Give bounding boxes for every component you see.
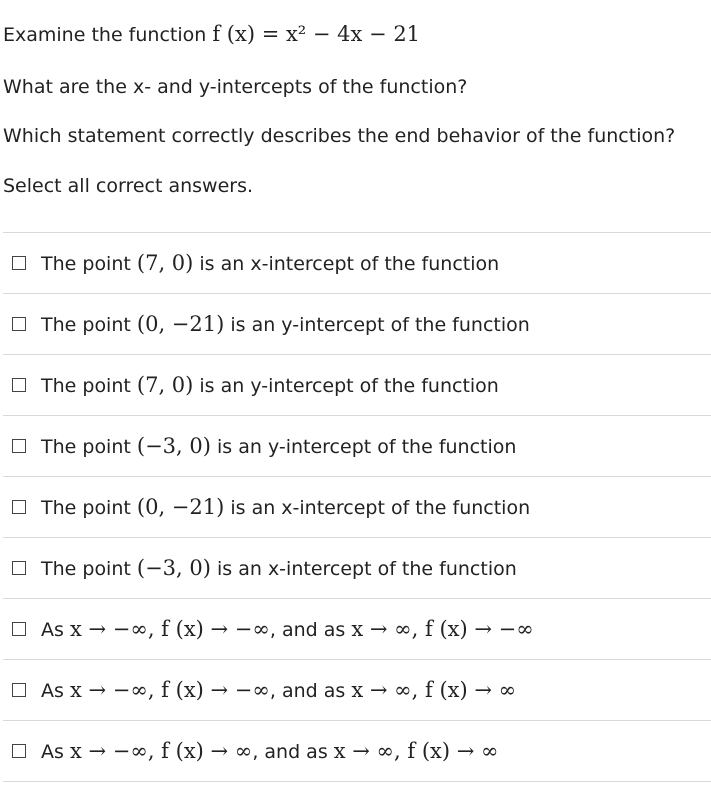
question-intro [3, 22, 420, 47]
checkbox[interactable] [12, 744, 26, 758]
checkbox[interactable] [12, 378, 26, 392]
option-3[interactable] [3, 355, 711, 416]
instructions: Select all correct answers. [3, 175, 254, 197]
option-label [41, 556, 517, 580]
option-5[interactable] [3, 477, 711, 538]
option-math: (7, 0) [136, 373, 194, 397]
intercepts-question: What are the x- and y-intercepts of the function? [3, 76, 468, 98]
option-math: (−3, 0) [136, 434, 211, 458]
intro-text: Examine the function [3, 24, 207, 46]
option-math: (7, 0) [136, 251, 194, 275]
end-behavior-question: Which statement correctly describes the end behavior of the function? [3, 125, 676, 147]
option-prefix: The point [41, 375, 131, 397]
option-math: x → −∞, f (x) → −∞ [69, 678, 270, 702]
option-mid: , and as [269, 619, 346, 641]
checkbox[interactable] [12, 561, 26, 575]
option-mid: , and as [252, 741, 328, 763]
option-math: x → −∞, f (x) → −∞ [69, 617, 270, 641]
option-math-2: x → ∞, f (x) → −∞ [351, 617, 534, 641]
option-prefix: The point [41, 314, 131, 336]
option-suffix: is an y-intercept of the function [217, 436, 517, 458]
option-7[interactable] [3, 599, 711, 660]
checkbox[interactable] [12, 317, 26, 331]
option-label [41, 373, 499, 397]
option-suffix: is an x-intercept of the function [230, 497, 531, 519]
option-math: (−3, 0) [136, 556, 211, 580]
option-label [41, 739, 499, 763]
option-prefix: As [41, 619, 64, 641]
option-suffix: is an y-intercept of the function [230, 314, 530, 336]
option-mid: , and as [269, 680, 346, 702]
option-suffix: is an x-intercept of the function [199, 253, 500, 275]
option-label [41, 251, 499, 275]
option-math: x → −∞, f (x) → ∞ [69, 739, 253, 763]
checkbox[interactable] [12, 256, 26, 270]
option-prefix: As [41, 741, 64, 763]
option-prefix: The point [41, 558, 131, 580]
option-math: (0, −21) [136, 312, 225, 336]
option-prefix: As [41, 680, 64, 702]
option-prefix: The point [41, 253, 131, 275]
option-prefix: The point [41, 497, 131, 519]
option-label [41, 495, 530, 519]
option-2[interactable] [3, 294, 711, 355]
option-label [41, 312, 530, 336]
option-4[interactable] [3, 416, 711, 477]
function-expression: f (x) = x² − 4x − 21 [212, 22, 421, 46]
option-8[interactable] [3, 660, 711, 721]
option-6[interactable] [3, 538, 711, 599]
option-suffix: is an y-intercept of the function [199, 375, 499, 397]
option-math-2: x → ∞, f (x) → ∞ [351, 678, 517, 702]
checkbox[interactable] [12, 683, 26, 697]
checkbox[interactable] [12, 439, 26, 453]
option-9[interactable] [3, 721, 711, 782]
checkbox[interactable] [12, 500, 26, 514]
option-label [41, 434, 516, 458]
option-suffix: is an x-intercept of the function [217, 558, 517, 580]
checkbox[interactable] [12, 622, 26, 636]
option-math: (0, −21) [136, 495, 225, 519]
option-math-2: x → ∞, f (x) → ∞ [333, 739, 499, 763]
option-label [41, 678, 516, 702]
option-1[interactable] [3, 233, 711, 294]
answer-options [3, 232, 711, 782]
option-label [41, 617, 534, 641]
option-prefix: The point [41, 436, 131, 458]
